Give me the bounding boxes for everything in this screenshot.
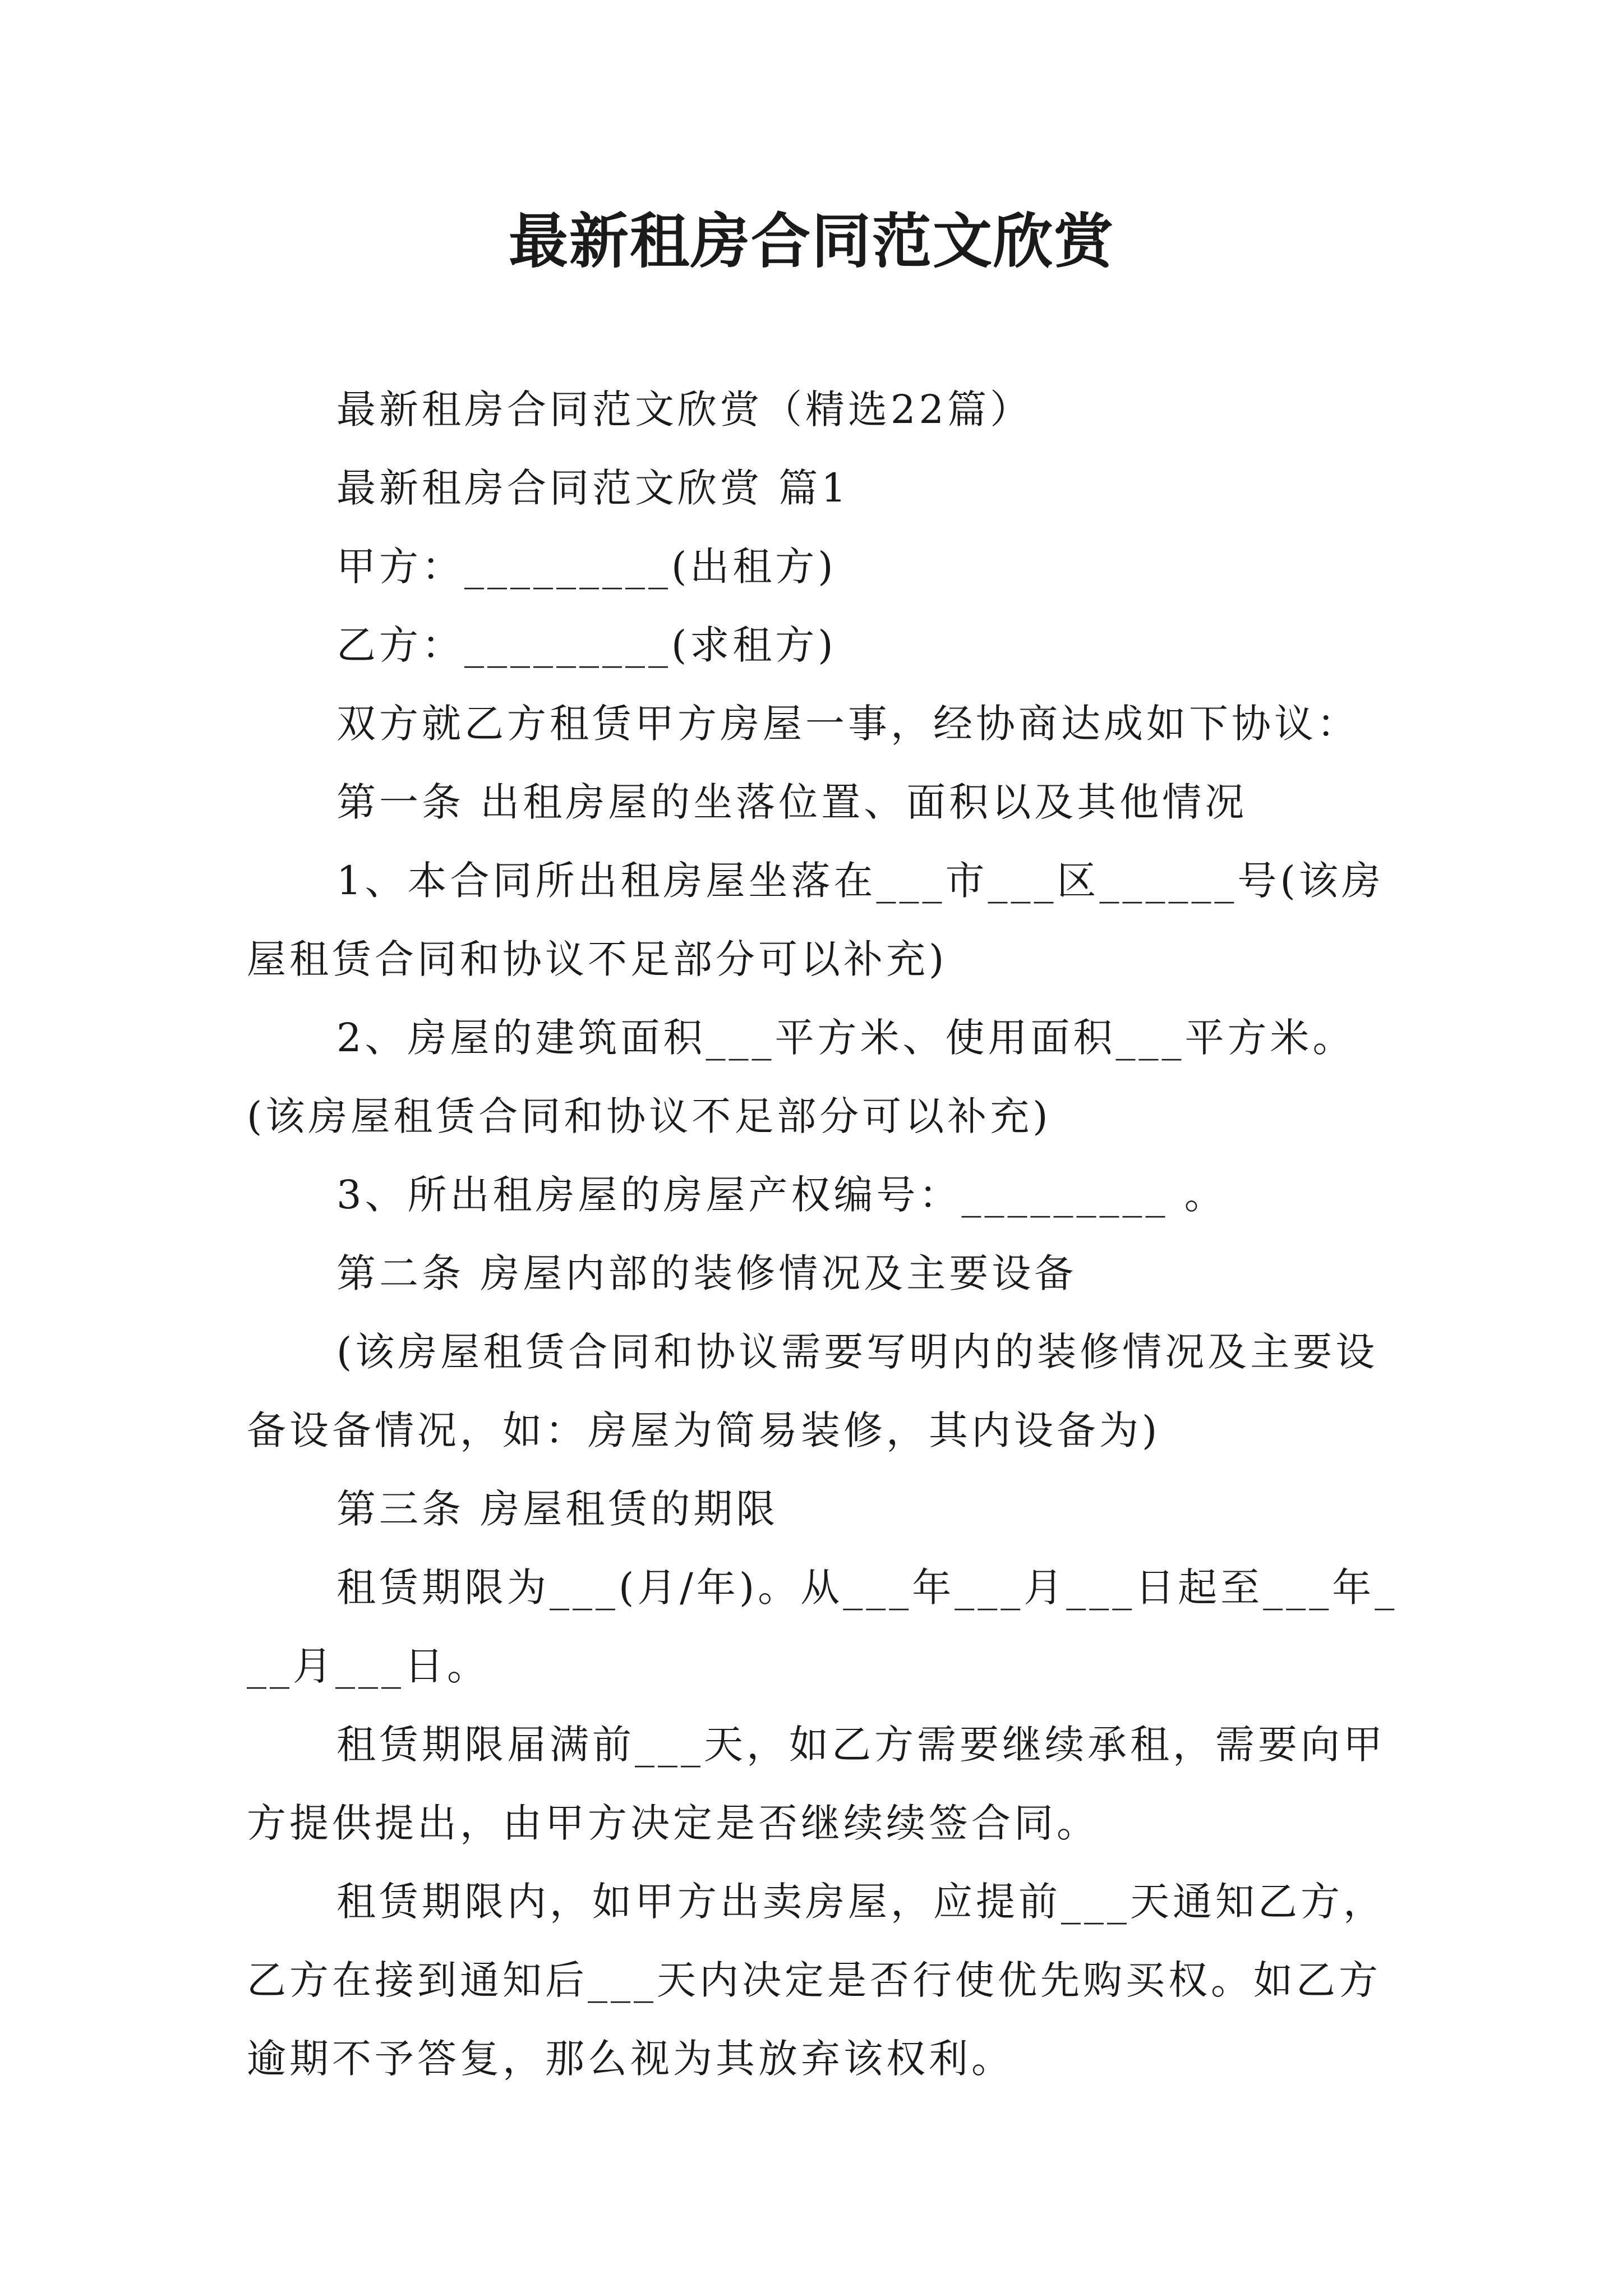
lease-renewal-paragraph: 租赁期限届满前___天，如乙方需要继续承租，需要向甲方提供提出，由甲方决定是否继续续签合同。 xyxy=(247,1722,1386,1846)
sale-notice-paragraph: 租赁期限内，如甲方出卖房屋，应提前___天通知乙方，乙方在接到通知后___天内决定是否行使优先购买权。如乙方逾期不予答复，那么视为其放弃该权利。 xyxy=(247,1879,1386,2082)
section-heading-1: 最新租房合同范文欣赏 篇1 xyxy=(336,465,850,511)
agreement-intro: 双方就乙方租赁甲方房屋一事，经协商达成如下协议： xyxy=(336,701,1359,747)
article-1-heading: 第一条 出租房屋的坐落位置、面积以及其他情况 xyxy=(336,779,1248,825)
article-1-item-2: 2、房屋的建筑面积___平方米、使用面积___平方米。(该房屋租赁合同和协议不足部分可以补充) xyxy=(247,1015,1355,1139)
document-body xyxy=(247,370,1402,2098)
article-1-item-3: 3、所出租房屋的房屋产权编号：_________ 。 xyxy=(336,1172,1227,1218)
article-3-heading: 第三条 房屋租赁的期限 xyxy=(336,1486,779,1532)
article-2-heading: 第二条 房屋内部的装修情况及主要设备 xyxy=(336,1250,1077,1296)
document-title: 最新租房合同范文欣赏 xyxy=(509,206,1114,276)
lease-term-paragraph: 租赁期限为___(月/年)。从___年___月___日起至___年___月___日。 xyxy=(247,1565,1398,1689)
party-b-line: 乙方：_________(求租方) xyxy=(336,622,837,668)
article-2-note: (该房屋租赁合同和协议需要写明内的装修情况及主要设备设备情况，如：房屋为简易装修，其内设备为) xyxy=(247,1329,1378,1453)
party-a-line: 甲方：_________(出租方) xyxy=(336,544,837,590)
subtitle-line: 最新租房合同范文欣赏（精选22篇） xyxy=(336,386,1033,432)
article-1-item-1: 1、本合同所出租房屋坐落在___市___区______号(该房屋租赁合同和协议不足部分可以补充) xyxy=(247,858,1384,982)
